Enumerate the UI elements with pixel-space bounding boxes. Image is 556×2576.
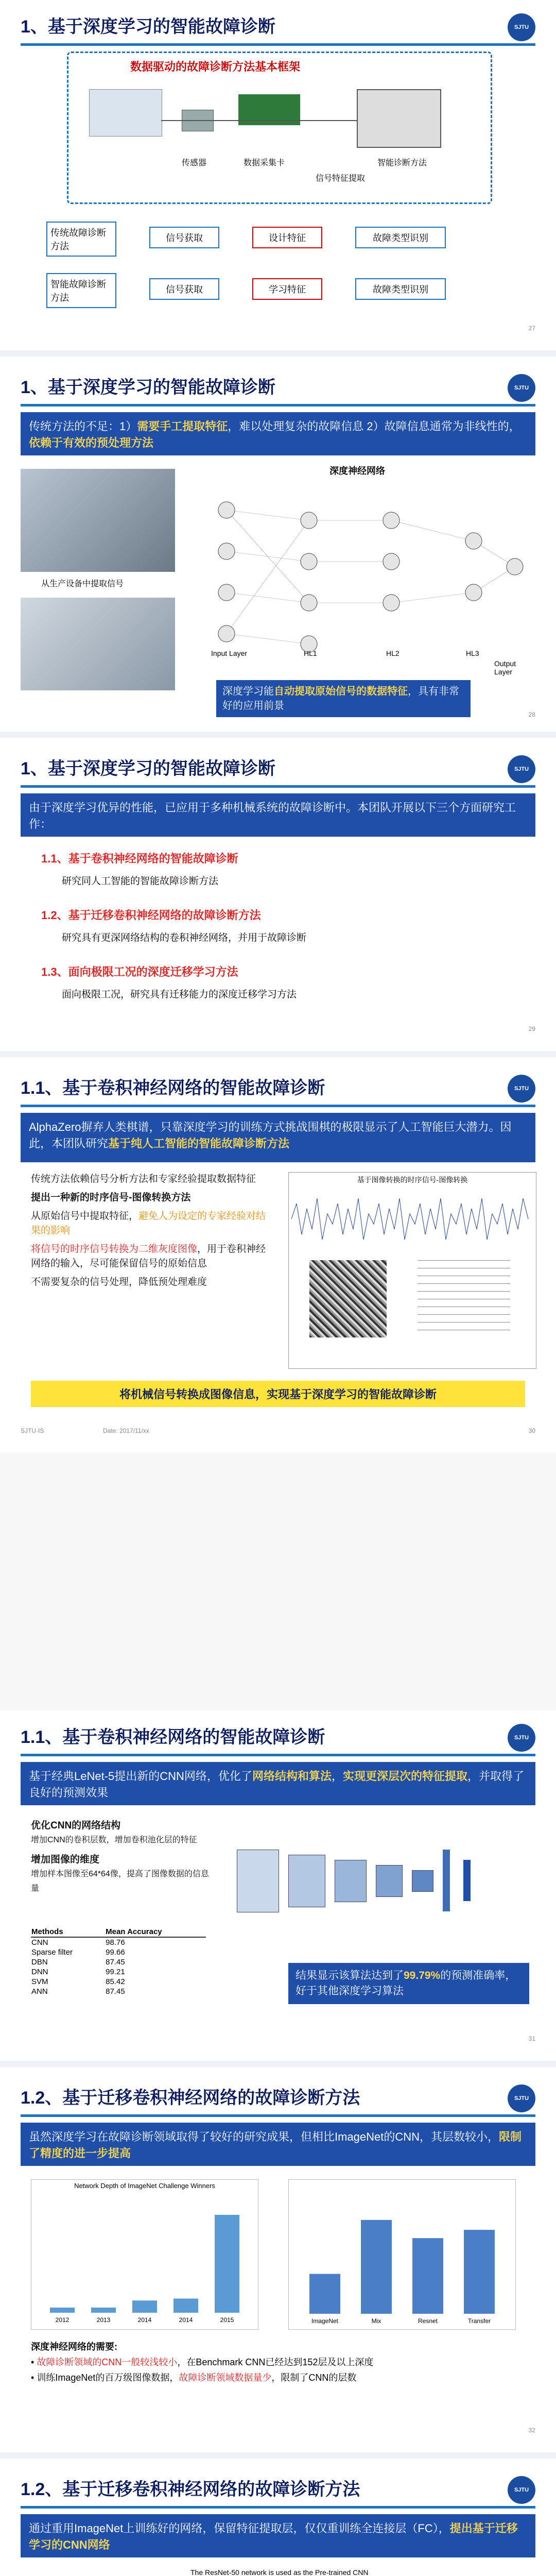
table-cell: DBN	[31, 1958, 48, 1967]
hidden-label: HL2	[386, 649, 399, 657]
bar-label: ImageNet	[311, 2317, 339, 2325]
transfer-diagram	[21, 2568, 535, 2576]
table-header: Methods	[31, 1927, 105, 1937]
intro-box: 由于深度学习优异的性能，已应用于多种机械系统的故障诊断中。本团队开展以下三个方面研究工作：	[21, 793, 535, 837]
table-row	[31, 1977, 206, 1987]
intro-box	[21, 2514, 535, 2557]
slide-title: 1.2、基于迁移卷积神经网络的故障诊断方法	[21, 2088, 360, 2108]
cnn-block	[412, 1870, 433, 1892]
grayscale-image-icon	[309, 1260, 387, 1337]
intro-highlight: 限制了精度的进一步提高	[29, 2130, 522, 2160]
slide-title-bar	[21, 2081, 535, 2117]
bullet-desc: 增加CNN的卷积层数，增加卷积池化层的特征	[31, 1836, 197, 1844]
bar-mark	[361, 2220, 392, 2314]
intro-box	[21, 1113, 535, 1162]
bullet-item: 提出一种新的时序信号-图像转换方法	[31, 1192, 191, 1203]
cnn-block	[288, 1855, 325, 1907]
label-feature: 信号特征提取	[316, 174, 366, 183]
bullet-item: 传统方法依赖信号分析方法和专家经验提取数据特征	[31, 1174, 256, 1184]
flow-row-traditional	[46, 216, 510, 258]
bullet-highlight: 将信号的时序信号转换为二维灰度图像	[31, 1244, 198, 1255]
bullet-text: ，用于卷积神经网络的输入，尽可能保留信号的原始信息	[31, 1244, 266, 1269]
table-cell: DNN	[31, 1968, 48, 1976]
intro-highlight: 提出基于迁移学习的CNN网络	[29, 2522, 518, 2551]
note-highlight: 故障诊断领域数据量少	[179, 2372, 272, 2383]
accuracy-bars	[289, 2180, 515, 2329]
bar-mark	[173, 2299, 198, 2313]
page-number: 27	[528, 325, 535, 332]
intro-text: 基于经典LeNet-5提出新的CNN网络，优化了	[29, 1770, 252, 1783]
network-panel	[206, 464, 535, 701]
caption: 从生产设备中提取信号	[41, 580, 124, 588]
table-row	[31, 1957, 206, 1967]
chart-title: Network Depth of ImageNet Challenge Winners	[74, 2182, 215, 2190]
footer-left: SJTU·IS	[21, 1427, 44, 1434]
item-desc: 研究同人工智能的智能故障诊断方法	[62, 876, 219, 887]
bar-label: 2014	[179, 2316, 193, 2324]
slide-title: 1、基于深度学习的智能故障诊断	[21, 759, 275, 778]
hidden-label: HL1	[304, 649, 317, 657]
cnn-block	[237, 1850, 279, 1912]
table-row	[31, 1987, 206, 1996]
bullet-item: 不需要复杂的信号处理，降低预处理难度	[31, 1277, 207, 1287]
table-cell: 87.45	[106, 1987, 125, 1996]
flow-row-intelligent	[46, 268, 510, 309]
slide-title-bar	[21, 2473, 535, 2509]
slide-separator	[0, 2452, 556, 2459]
note-text: ，具有非常好的应用前景	[222, 686, 459, 711]
table-row	[31, 1947, 206, 1957]
time-series-icon	[291, 1188, 533, 1250]
table-cell: Sparse filter	[31, 1948, 73, 1957]
signal-graph-panel	[288, 1172, 536, 1369]
bullet-heading: 增加图像的维度	[31, 1854, 100, 1865]
slide-2	[0, 371, 556, 721]
intro-text: 通过重用ImageNet上训练好的网络，保留特征提取层，仅仅重训练全连接层（FC），	[29, 2522, 450, 2535]
slide-separator	[0, 350, 556, 357]
intro-box	[21, 1762, 535, 1805]
flow-step: 学习特征	[252, 278, 322, 300]
slide-title: 1.1、基于卷积神经网络的智能故障诊断	[21, 1078, 325, 1098]
cnn-architecture-diagram	[237, 1819, 535, 1947]
page-number: 32	[528, 2427, 535, 2434]
intro-highlight: 基于纯人工智能的智能故障诊断方法	[108, 1137, 290, 1150]
intro-highlight: 实现更深层次的特征提取	[342, 1770, 467, 1783]
university-logo-icon: SJTU	[508, 2084, 535, 2112]
result-highlight: 99.79%	[404, 1970, 441, 1981]
bullet-item	[31, 1242, 273, 1271]
flow-label: 智能故障诊断方法	[46, 273, 116, 308]
item-heading: 1.2、基于迁移卷积神经网络的故障诊断方法	[41, 909, 261, 922]
slide-separator	[0, 1453, 556, 1710]
university-logo-icon: SJTU	[508, 1075, 535, 1103]
bar-label: 2014	[137, 2316, 152, 2324]
table-row	[31, 1937, 206, 1947]
university-logo-icon: SJTU	[508, 13, 535, 41]
slide-title: 1、基于深度学习的智能故障诊断	[21, 378, 275, 397]
page-number: 31	[528, 2035, 535, 2042]
intro-highlight: 需要手工提取特征	[137, 420, 228, 433]
machine-icon	[89, 89, 162, 137]
factory-image	[21, 469, 175, 572]
cnn-block	[335, 1860, 367, 1902]
flow-step: 故障类型识别	[355, 227, 446, 248]
note-box	[216, 680, 471, 717]
intro-text: 传统方法的不足：1）	[29, 420, 137, 433]
page-number: 30	[528, 1427, 535, 1434]
table-header: Mean Accuracy	[105, 1927, 206, 1937]
table-cell: CNN	[31, 1938, 48, 1947]
flow-step: 设计特征	[252, 227, 322, 248]
bar-label: 2013	[96, 2316, 111, 2324]
university-logo-icon: SJTU	[508, 1724, 535, 1752]
slide-title-bar	[21, 371, 535, 406]
cnn-block	[463, 1860, 471, 1901]
slide-7	[0, 2473, 556, 2576]
bullets	[31, 1819, 216, 1896]
medical-image	[21, 598, 175, 690]
note-text: ，限制了CNN的层数	[271, 2372, 357, 2383]
slide-title: 1.1、基于卷积神经网络的智能故障诊断	[21, 1727, 325, 1747]
item-heading: 1.1、基于卷积神经网络的智能故障诊断	[41, 852, 238, 865]
slide-separator	[0, 732, 556, 738]
slide-1	[0, 10, 556, 340]
grid-matrix-icon	[418, 1260, 510, 1337]
bar-mark	[91, 2308, 116, 2313]
bullet-highlight: 避免人为设定的专家经验对结果的影响	[31, 1211, 266, 1236]
bullet-list	[31, 1172, 273, 1290]
flow-step: 故障类型识别	[355, 278, 446, 300]
table-cell: ANN	[31, 1987, 48, 1996]
university-logo-icon: SJTU	[508, 374, 535, 402]
intro-highlight: 依赖于有效的预处理方法	[29, 436, 154, 449]
bar-label: Transfer	[467, 2317, 491, 2325]
bar-mark	[215, 2215, 239, 2313]
item-desc: 面向极限工况，研究具有迁移能力的深度迁移学习方法	[62, 989, 297, 1000]
note-highlight: 故障诊断领域的CNN一般较浅较小	[37, 2357, 178, 2367]
table-row	[31, 1967, 206, 1977]
bar-mark	[412, 2238, 443, 2314]
flow-label: 传统故障诊断方法	[46, 222, 116, 257]
conclusion-box: 将机械信号转换成图像信息，实现基于深度学习的智能故障诊断	[31, 1381, 525, 1407]
table-cell: 98.76	[106, 1938, 125, 1947]
cnn-block	[376, 1865, 403, 1897]
computer-icon	[357, 89, 441, 148]
slide-6	[0, 2081, 556, 2442]
bullet-text: 从原始信号中提取特征，	[31, 1211, 139, 1222]
slide-5	[0, 1721, 556, 2050]
slide-3	[0, 752, 556, 1041]
result-text: 的预测准确率，好于其他深度学习算法	[296, 1970, 516, 1997]
intro-text: ，难以处理复杂的故障信息 2）故障信息通常为非线性的，	[228, 420, 520, 433]
intro-text: ，	[331, 1770, 343, 1783]
note-text: 深度学习能	[222, 686, 274, 697]
arrow-line	[161, 120, 357, 121]
table-cell: 99.66	[106, 1948, 125, 1957]
output-layer-label: Output Layer	[494, 659, 516, 676]
note-text: ，在Benchmark CNN已经达到152层及以上深度	[177, 2357, 374, 2367]
accuracy-chart	[288, 2179, 516, 2330]
note-text: 训练ImageNet的百万级图像数据，	[37, 2372, 179, 2383]
label-daq: 数据采集卡	[244, 159, 285, 167]
result-box	[288, 1963, 529, 2004]
label-sensor: 传感器	[182, 159, 207, 167]
slide-title-bar	[21, 10, 535, 46]
bar-label: 2012	[55, 2316, 70, 2324]
intro-box	[21, 412, 535, 455]
item-heading: 1.3、面向极限工况的深度迁移学习方法	[41, 965, 238, 978]
table-cell: 85.42	[106, 1977, 125, 1986]
table-cell: 99.21	[106, 1968, 125, 1976]
intro-highlight: 网络结构和算法	[252, 1770, 332, 1783]
cnn-block	[443, 1850, 450, 1911]
intro-text: ，并取得了良好的预测效果	[29, 1770, 524, 1799]
bullet-heading: 优化CNN的网络结构	[31, 1820, 121, 1831]
slide-separator	[0, 1051, 556, 1057]
bar-mark	[464, 2230, 495, 2314]
bar-mark	[309, 2274, 340, 2314]
slide-title: 1、基于深度学习的智能故障诊断	[21, 17, 275, 37]
bar-label: Mix	[371, 2317, 381, 2325]
bar-label: 2015	[220, 2316, 234, 2324]
hidden-label: HL3	[466, 649, 479, 657]
input-layer-label: Input Layer	[211, 649, 248, 657]
intro-box	[21, 2123, 535, 2166]
bullet-item	[31, 1209, 273, 1238]
diagram-title: The ResNet-50 network is used as the Pre-trained CNN	[190, 2568, 369, 2576]
page-number: 29	[528, 1025, 535, 1032]
footer-mid: Date: 2017/11/xx	[103, 1427, 149, 1434]
graph-title: 基于图像转换的时序信号-图像转换	[357, 1176, 468, 1184]
table-cell: SVM	[31, 1977, 48, 1986]
network-title: 深度神经网络	[329, 466, 385, 476]
university-logo-icon: SJTU	[508, 755, 535, 783]
bullet-desc: 增加样本图像至64*64像，提高了图像数据的信息量	[31, 1870, 209, 1893]
result-text: 结果显示该算法达到了	[296, 1970, 404, 1981]
page-number: 28	[528, 711, 535, 718]
slide-title-bar	[21, 1072, 535, 1107]
framework-title: 数据驱动的故障诊断方法基本框架	[130, 60, 301, 73]
table-cell: 87.45	[106, 1958, 125, 1967]
university-logo-icon: SJTU	[508, 2476, 535, 2504]
framework-frame	[67, 52, 492, 204]
bar-label: Resnet	[418, 2317, 438, 2325]
depth-bars	[31, 2194, 258, 2328]
slide-title-bar	[21, 752, 535, 788]
intro-text: AlphaZero摒弃人类棋谱，只靠深度学习的训练方式挑战围棋的极限显示了人工智能巨大潜力。因此，本团队研究	[29, 1121, 512, 1150]
note-line: • 训练ImageNet的百万级图像数据，故障诊断领域数据量少，限制了CNN的层数	[31, 2372, 357, 2383]
flow-step: 信号获取	[149, 227, 219, 248]
depth-chart	[31, 2179, 258, 2330]
results-table	[31, 1927, 206, 1996]
slide-4	[0, 1072, 556, 1443]
intro-text: 虽然深度学习在故障诊断领域取得了较好的研究成果，但相比ImageNet的CNN，其层数较小，	[29, 2130, 499, 2143]
bar-mark	[132, 2300, 157, 2313]
note-line: 深度神经网络的需要:	[31, 2342, 117, 2352]
slide-separator	[0, 2061, 556, 2067]
note-highlight: 自动提取原始信号的数据特征	[274, 686, 408, 697]
neural-network-diagram	[206, 479, 535, 665]
bar-mark	[50, 2308, 75, 2313]
label-method: 智能诊断方法	[377, 159, 427, 167]
note-line: • 故障诊断领域的CNN一般较浅较小，在Benchmark CNN已经达到152层及以上深度	[31, 2357, 374, 2367]
slide-title: 1.2、基于迁移卷积神经网络的故障诊断方法	[21, 2480, 360, 2499]
slide-title-bar	[21, 1721, 535, 1756]
flow-step: 信号获取	[149, 278, 219, 300]
item-desc: 研究具有更深网络结构的卷积神经网络，并用于故障诊断	[62, 933, 307, 943]
notes	[31, 2339, 525, 2385]
